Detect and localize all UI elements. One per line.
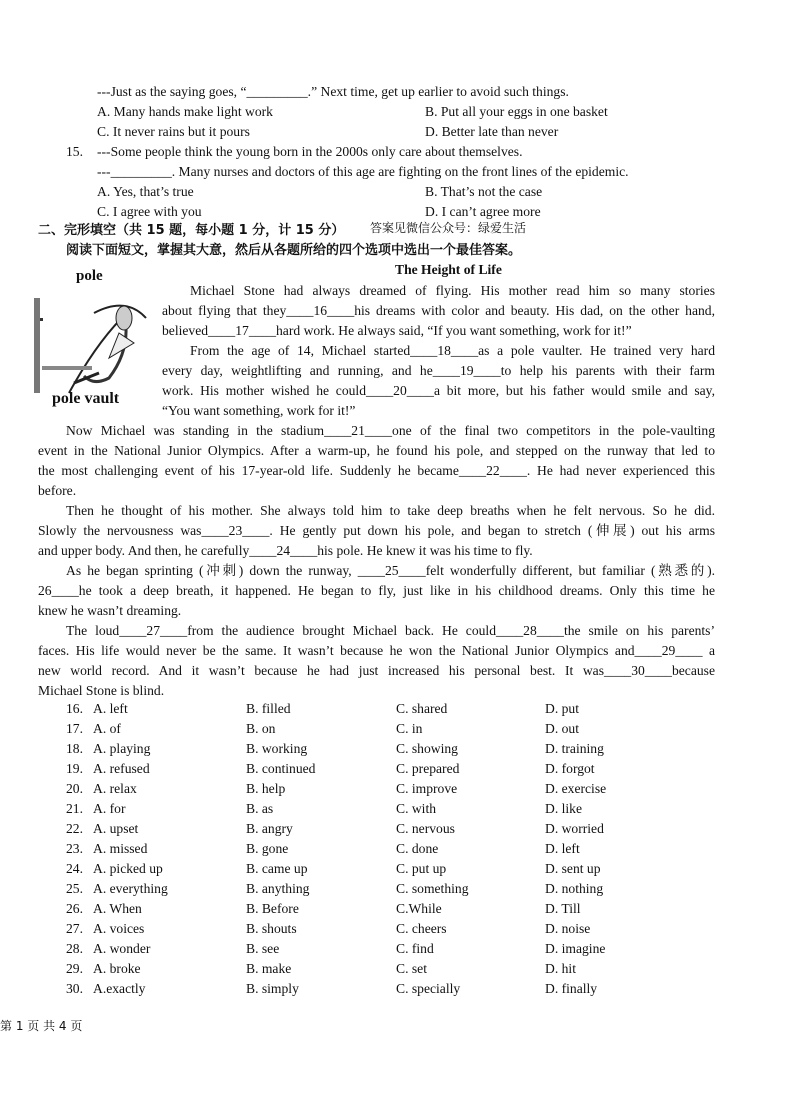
option-b: B. filled xyxy=(246,701,291,716)
option-number: 18. xyxy=(66,741,83,756)
section-header: 二、完形填空（共 15 题，每小题 1 分，计 15 分） xyxy=(38,223,345,238)
option-b: B. That’s not the case xyxy=(425,184,543,199)
passage-line: The loud____27____from the audience brought Michael back. He could____28____the smile on his parents’ xyxy=(66,623,715,638)
option-d: D. Better late than never xyxy=(425,124,559,139)
option-d: D. sent up xyxy=(545,861,601,876)
option-a: A. Many hands make light work xyxy=(97,104,273,119)
option-c: C. showing xyxy=(396,741,458,756)
passage-title: The Height of Life xyxy=(395,262,502,277)
option-a: A. of xyxy=(93,721,121,736)
option-b: B. help xyxy=(246,781,286,796)
option-number: 21. xyxy=(66,801,83,816)
option-a: A. everything xyxy=(93,881,168,896)
option-d: D. Till xyxy=(545,901,581,916)
option-a: A. for xyxy=(93,801,126,816)
option-b: B. gone xyxy=(246,841,289,856)
option-b: B. angry xyxy=(246,821,293,836)
option-a: A. Yes, that’s true xyxy=(97,184,194,199)
option-d: D. like xyxy=(545,801,582,816)
passage-line: Now Michael was standing in the stadium____21____one of the final two competitors in the pole-vaulting xyxy=(66,423,715,438)
option-d: D. hit xyxy=(545,961,576,976)
option-b: B. Put all your eggs in one basket xyxy=(425,104,608,119)
option-d: D. imagine xyxy=(545,941,606,956)
option-b: B. make xyxy=(246,961,292,976)
passage-line: believed____17____hard work. He always said, “If you want something, work for it!” xyxy=(162,323,632,338)
option-d: D. left xyxy=(545,841,580,856)
passage-line: every day, weightlifting and running, and he____19____to help his parents with their farm xyxy=(162,363,715,378)
option-b: B. continued xyxy=(246,761,316,776)
option-c: C. cheers xyxy=(396,921,447,936)
passage-line: From the age of 14, Michael started____18____as a pole vaulter. He trained very hard xyxy=(190,343,715,358)
option-d: D. nothing xyxy=(545,881,604,896)
option-number: 24. xyxy=(66,861,83,876)
option-c: C. improve xyxy=(396,781,458,796)
question-number: 15. xyxy=(66,144,83,159)
option-b: B. Before xyxy=(246,901,299,916)
passage-line: knew he wasn’t dreaming. xyxy=(38,603,182,618)
option-d: D. finally xyxy=(545,981,598,996)
option-c: C. in xyxy=(396,721,423,736)
option-number: 29. xyxy=(66,961,83,976)
pole-vault-figure xyxy=(34,268,159,413)
option-a: A. left xyxy=(93,701,128,716)
option-b: B. see xyxy=(246,941,280,956)
option-b: B. shouts xyxy=(246,921,297,936)
option-b: B. simply xyxy=(246,981,299,996)
option-number: 27. xyxy=(66,921,83,936)
passage-line: new world record. And it wasn’t because he had just increased his personal best. It was____30____because xyxy=(38,663,715,678)
option-a: A. missed xyxy=(93,841,148,856)
option-a: A. voices xyxy=(93,921,145,936)
option-c: C. set xyxy=(396,961,427,976)
question-15-line1: ---Some people think the young born in the 2000s only care about themselves. xyxy=(97,144,523,159)
passage-line: before. xyxy=(38,483,77,498)
option-number: 28. xyxy=(66,941,83,956)
passage-line: Michael Stone had always dreamed of flying. His mother read him so many stories xyxy=(190,283,715,298)
option-b: B. working xyxy=(246,741,308,756)
question-14-stem: ---Just as the saying goes, “_________.” Next time, get up earlier to avoid such things. xyxy=(97,84,569,99)
page-footer: 第 1 页 共 4 页 xyxy=(0,1019,83,1033)
option-number: 25. xyxy=(66,881,83,896)
option-b: B. came up xyxy=(246,861,308,876)
option-d: D. I can’t agree more xyxy=(425,204,541,219)
option-d: D. worried xyxy=(545,821,604,836)
option-c: C. find xyxy=(396,941,434,956)
option-d: D. noise xyxy=(545,921,591,936)
passage-line: “You want something, work for it!” xyxy=(162,403,356,418)
passage-line: event in the National Junior Olympics. After a warm-up, he found his pole, and stepped on the runway that led to xyxy=(38,443,715,458)
option-d: D. training xyxy=(545,741,604,756)
option-d: D. exercise xyxy=(545,781,607,796)
option-c: C. done xyxy=(396,841,439,856)
figure-label-pole: pole xyxy=(76,268,103,284)
option-number: 30. xyxy=(66,981,83,996)
option-number: 16. xyxy=(66,701,83,716)
option-a: A. playing xyxy=(93,741,151,756)
option-c: C. put up xyxy=(396,861,447,876)
passage-line: faces. His life would never be the same. It wasn’t because he won the National Junior Olympics and____29____ a xyxy=(38,643,715,658)
option-d: D. put xyxy=(545,701,579,716)
section-instruction: 阅读下面短文，掌握其大意，然后从各题所给的四个选项中选出一个最佳答案。 xyxy=(66,243,522,258)
option-a: A. picked up xyxy=(93,861,163,876)
passage-line: work. His mother wished he could____20____a bit more, but his father would smile and say, xyxy=(162,383,715,398)
option-a: A. wonder xyxy=(93,941,151,956)
option-c: C.While xyxy=(396,901,442,916)
option-number: 22. xyxy=(66,821,83,836)
pole-vaulter-illustration xyxy=(34,288,159,403)
option-c: C. shared xyxy=(396,701,448,716)
option-c: C. nervous xyxy=(396,821,455,836)
passage-line: Then he thought of his mother. She always told him to take deep breaths when he felt nervous. So he did. xyxy=(66,503,715,518)
option-b: B. on xyxy=(246,721,276,736)
passage-line: As he began sprinting (冲刺) down the runway, ____25____felt wonderfully different, but familiar (熟悉的). xyxy=(66,563,715,578)
option-c: C. prepared xyxy=(396,761,460,776)
passage-line: Michael Stone is blind. xyxy=(38,683,165,698)
passage-line: about flying that they____16____his dreams with color and beauty. His dad, on the other hand, xyxy=(162,303,715,318)
question-15-line2: ---_________. Many nurses and doctors of this age are fighting on the front lines of the epidemic. xyxy=(97,164,629,179)
passage-line: and upper body. And then, he carefully____24____his pole. He knew it was his time to fly. xyxy=(38,543,533,558)
option-number: 17. xyxy=(66,721,83,736)
option-number: 20. xyxy=(66,781,83,796)
option-d: D. out xyxy=(545,721,579,736)
passage-line: the most challenging event of his 17-year-old life. Suddenly he became____22____. He had never experienced this xyxy=(38,463,715,478)
option-c: C. with xyxy=(396,801,437,816)
option-number: 26. xyxy=(66,901,83,916)
option-number: 19. xyxy=(66,761,83,776)
option-a: A. relax xyxy=(93,781,137,796)
option-b: B. anything xyxy=(246,881,310,896)
option-a: A. When xyxy=(93,901,142,916)
option-a: A. broke xyxy=(93,961,141,976)
option-a: A. upset xyxy=(93,821,139,836)
option-c: C. I agree with you xyxy=(97,204,202,219)
option-d: D. forgot xyxy=(545,761,595,776)
option-c: C. specially xyxy=(396,981,461,996)
passage-line: 26____he took a deep breath, it happened. He began to fly, just like in his childhood dreams. Only this time he xyxy=(38,583,715,598)
option-b: B. as xyxy=(246,801,274,816)
option-a: A. refused xyxy=(93,761,150,776)
answer-note: 答案见微信公众号：绿爱生活 xyxy=(370,221,527,235)
option-number: 23. xyxy=(66,841,83,856)
option-c: C. something xyxy=(396,881,469,896)
option-a: A.exactly xyxy=(93,981,146,996)
option-c: C. It never rains but it pours xyxy=(97,124,250,139)
figure-label-pole-vault: pole vault xyxy=(52,390,120,407)
passage-line: Slowly the nervousness was____23____. He gently put down his pole, and began to stretch (伸展) out his arms xyxy=(38,523,715,538)
